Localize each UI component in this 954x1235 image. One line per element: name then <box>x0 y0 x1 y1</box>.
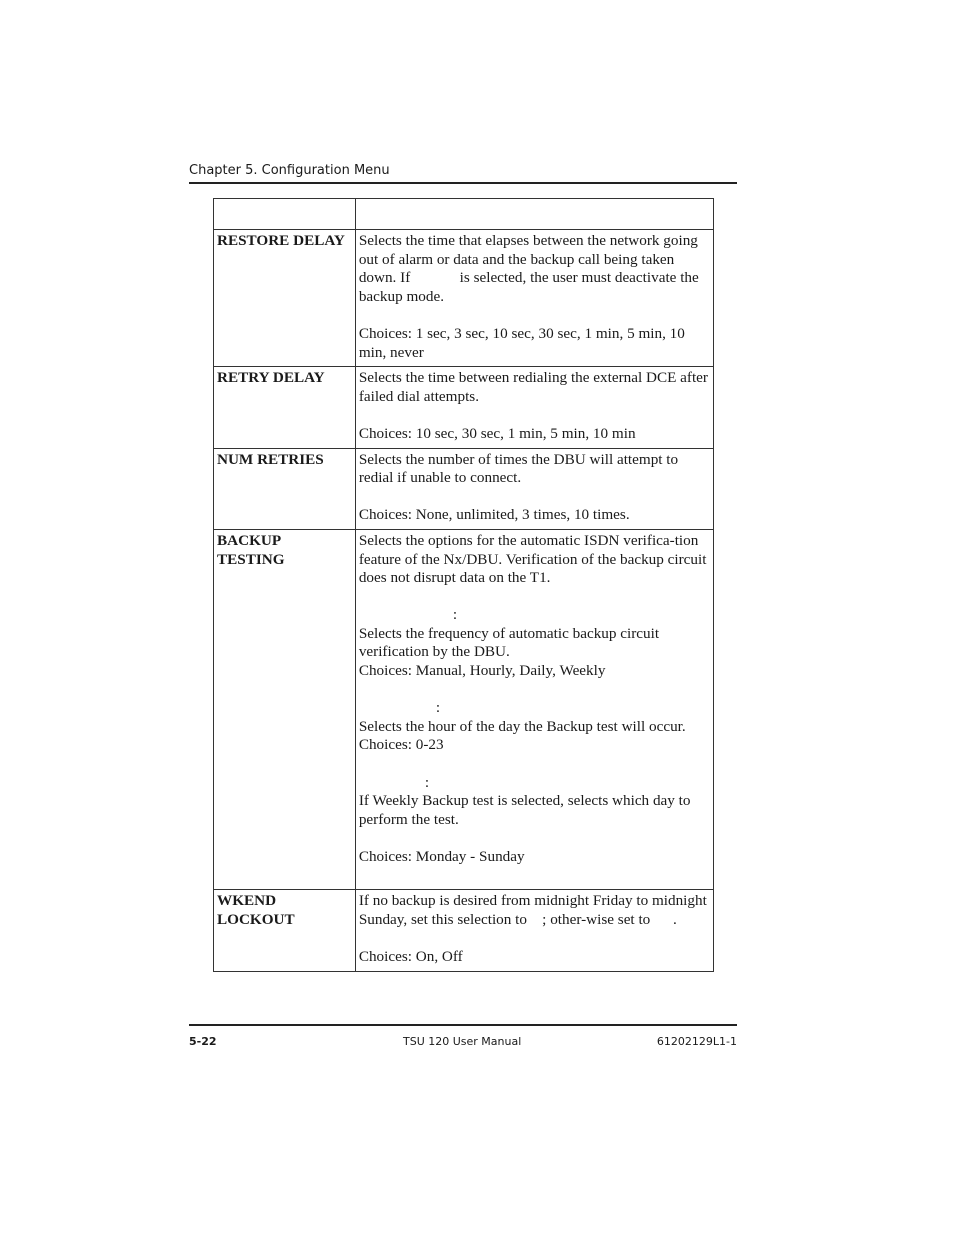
option-name: RESTORE DELAY <box>214 230 356 367</box>
option-description <box>355 367 713 448</box>
desc-text: ; other-wise set to <box>542 910 651 928</box>
option-name-line: WKEND <box>217 892 277 910</box>
manual-title: TSU 120 User Manual <box>403 1035 522 1048</box>
table-header-cell-2 <box>355 199 713 230</box>
choices-text: Choices: 0-23 <box>358 736 444 754</box>
option-name: NUM RETRIES <box>214 448 356 529</box>
header-rule <box>189 182 737 184</box>
config-table <box>213 198 714 972</box>
option-name-line: TESTING <box>217 550 285 568</box>
choices-text: Choices: 10 sec, 30 sec, 1 min, 5 min, 10 min <box>358 424 636 442</box>
option-name <box>214 529 356 889</box>
gap <box>531 911 542 928</box>
table-row <box>214 529 714 889</box>
gap <box>654 911 673 928</box>
option-name: RETRY DELAY <box>214 367 356 448</box>
option-description <box>355 230 713 367</box>
choices-text: Choices: Manual, Hourly, Daily, Weekly <box>358 662 606 680</box>
table-row <box>214 230 714 367</box>
desc-text: is selected, the user must deactivate the backup mode. <box>358 269 699 305</box>
desc-text: Selects the time that elapses between the network going out of alarm or data and the backup call being taken down. If <box>358 232 698 287</box>
option-description <box>355 448 713 529</box>
sub-option-desc: Selects the hour of the day the Backup test will occur. <box>358 717 686 735</box>
sub-option-desc: If Weekly Backup test is selected, selects which day to perform the test. <box>358 792 691 828</box>
page-number: 5-22 <box>189 1035 217 1048</box>
sub-option-desc: Selects the frequency of automatic backup circuit verification by the DBU. <box>358 624 660 661</box>
sub-option-mark: : <box>424 773 430 791</box>
table-header-cell-1 <box>214 199 356 230</box>
sub-option-mark: : <box>452 606 458 624</box>
option-name-line: LOCKOUT <box>217 910 295 928</box>
sub-option-mark: : <box>435 699 441 717</box>
footer-rule <box>189 1024 737 1026</box>
desc-text: Selects the time between redialing the external DCE after failed dial attempts. <box>358 369 708 405</box>
gap <box>414 269 456 286</box>
desc-text: . <box>673 910 677 928</box>
desc-text: Selects the options for the automatic ISDN verifica-tion feature of the Nx/DBU. Verification of the backup circuit does not disrupt data on the T1. <box>358 531 707 587</box>
table-header-row <box>214 199 714 230</box>
option-name <box>214 890 356 971</box>
table-row <box>214 448 714 529</box>
document-number: 61202129L1-1 <box>656 1035 737 1048</box>
choices-text: Choices: On, Off <box>358 947 463 965</box>
table-row <box>214 367 714 448</box>
desc-text: Selects the number of times the DBU will attempt to redial if unable to connect. <box>358 450 679 487</box>
option-description <box>355 890 713 971</box>
page-header: Chapter 5. Configuration Menu <box>189 163 390 178</box>
table-row <box>214 890 714 971</box>
choices-text: Choices: None, unlimited, 3 times, 10 times. <box>358 506 630 524</box>
desc-text: If no backup is desired from midnight Friday to midnight Sunday, set this selection to <box>358 892 707 928</box>
option-description <box>355 529 713 889</box>
choices-text: Choices: Monday - Sunday <box>358 848 525 865</box>
choices-text: Choices: 1 sec, 3 sec, 10 sec, 30 sec, 1 min, 5 min, 10 min, never <box>358 324 685 361</box>
option-name-line: BACKUP <box>217 531 282 549</box>
